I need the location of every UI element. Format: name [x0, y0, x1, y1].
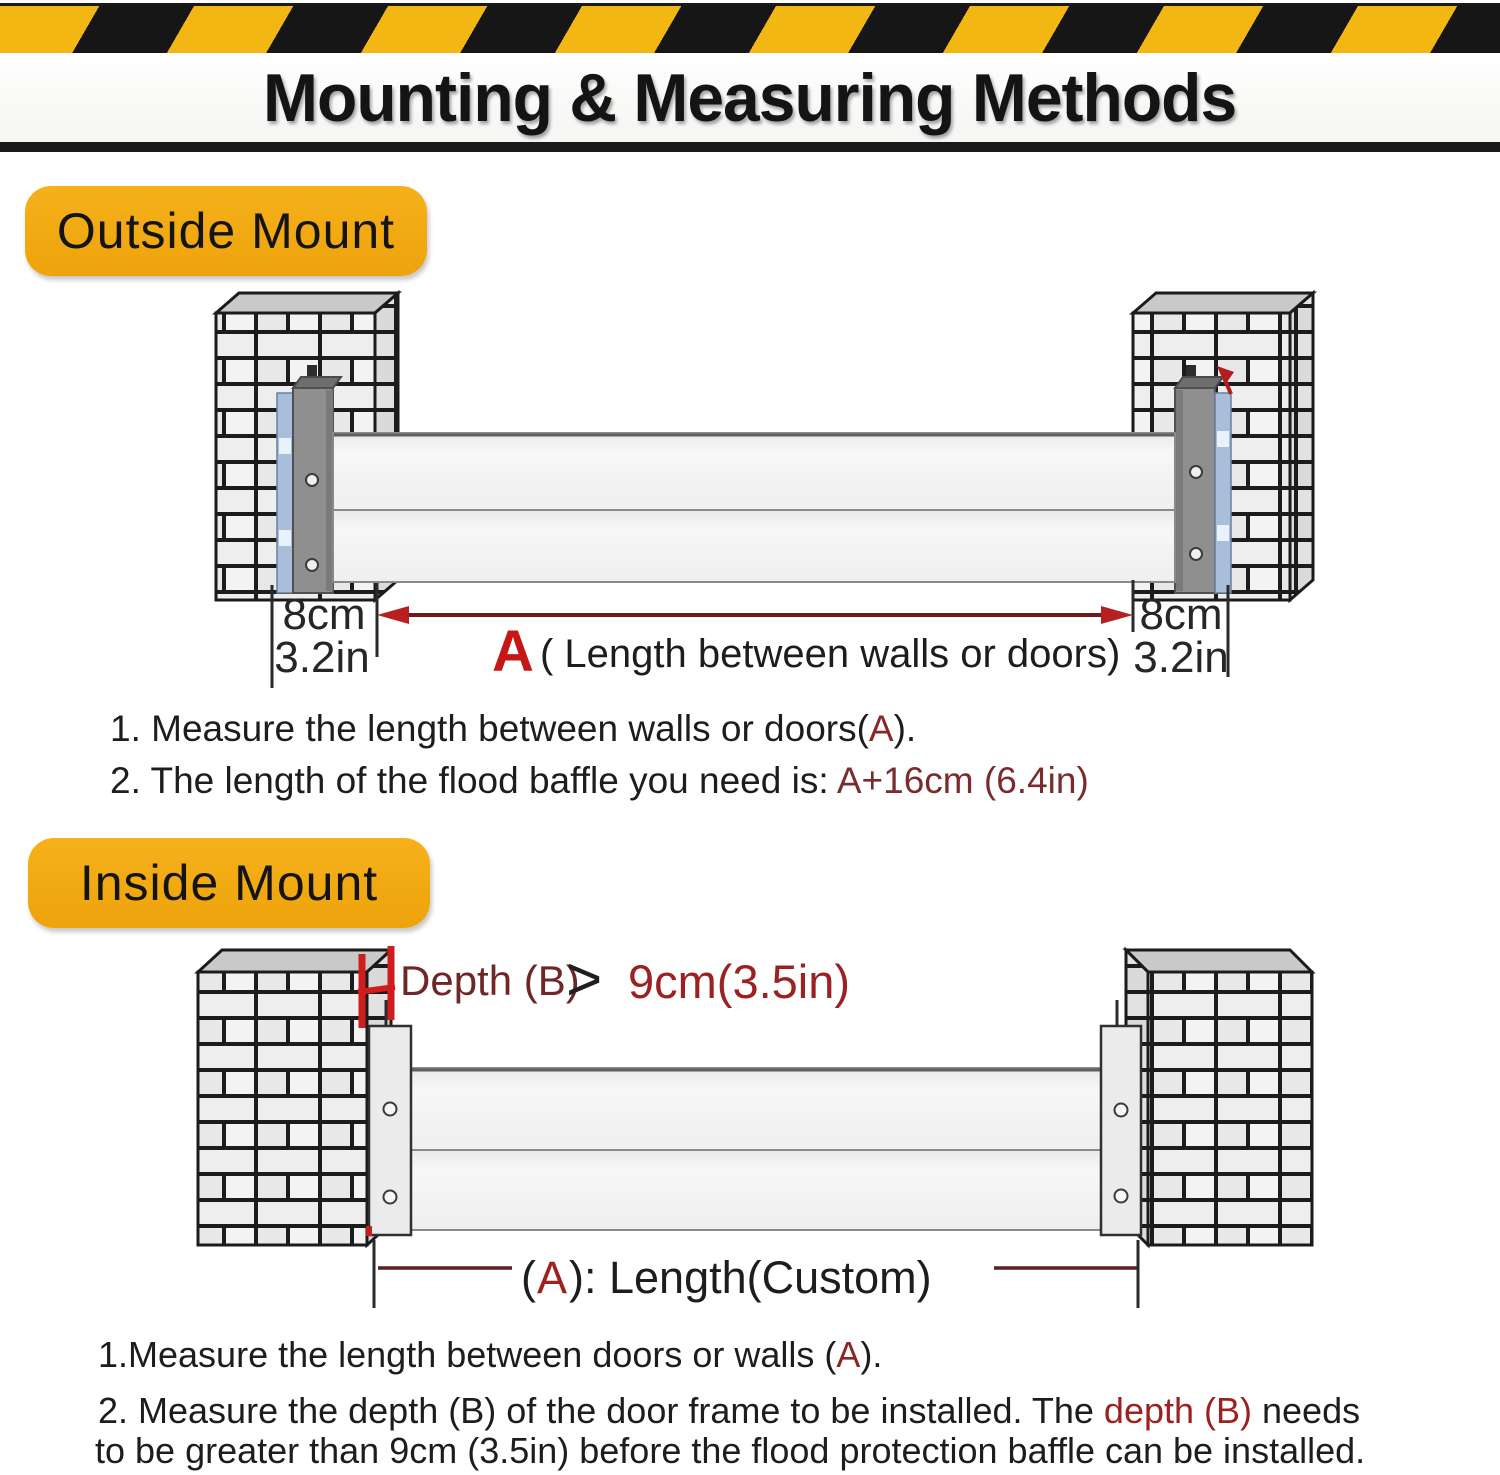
barrier-lower-panel: [411, 1150, 1102, 1230]
pillar-top-face: [1133, 293, 1313, 313]
page-title: Mounting & Measuring Methods: [263, 59, 1237, 136]
outside-step-1-end: ).: [893, 708, 917, 749]
inside-step-2-text: 2. Measure the depth (B) of the door frame to be installed. The: [98, 1390, 1104, 1431]
length-label-open: (: [521, 1252, 536, 1303]
title-band: [0, 53, 1500, 142]
screw-hole: [306, 474, 318, 486]
barrier-upper-panel: [411, 1068, 1102, 1150]
inside-step-1: [98, 1334, 882, 1376]
mount-plate: [1101, 1026, 1141, 1235]
dimension-letter: A: [492, 619, 534, 684]
outside-step-2: [110, 760, 1089, 802]
depth-label: Depth (B): [400, 957, 580, 1004]
channel-shade: [326, 390, 333, 591]
length-label-letter: A: [537, 1252, 568, 1303]
inside-mount-badge: [28, 838, 430, 928]
channel-top-cap: [1175, 377, 1223, 388]
screw-hole: [384, 1103, 397, 1116]
outside-mount-badge-label: Outside Mount: [56, 203, 396, 259]
arrow-head-left: [377, 606, 409, 624]
pillar-front-face: [1148, 972, 1312, 1245]
inside-step-2-line2: [95, 1430, 1365, 1472]
screw-hole: [306, 559, 318, 571]
inside-step-2-line1: [98, 1390, 1360, 1432]
left-gap-inch-label: 3.2in: [274, 633, 370, 682]
outside-mount-diagram: [0, 280, 1500, 710]
right-gap-cm-label: 8cm: [1139, 590, 1223, 639]
depth-value: 9cm(3.5in): [628, 955, 851, 1008]
seal-strip: [277, 393, 293, 593]
inside-mount-diagram: [0, 940, 1500, 1332]
inside-step-1-end: ).: [860, 1334, 883, 1375]
caution-tape-stripe: [0, 3, 1500, 53]
seal-pad: [1217, 431, 1229, 447]
inside-step-1-text: 1.Measure the length between doors or walls (: [98, 1334, 837, 1375]
outside-mount-badge: [25, 186, 427, 276]
pillar-top-face: [1126, 950, 1312, 972]
seal-pad: [1217, 525, 1229, 541]
right-gap-inch-label: 3.2in: [1133, 633, 1229, 682]
flood-barrier: [411, 1068, 1102, 1230]
screw-hole: [1115, 1104, 1128, 1117]
inside-right-pillar: [1126, 950, 1312, 1245]
outside-step-1-text: 1. Measure the length between walls or doors(: [110, 708, 869, 749]
outside-step-1: [110, 708, 916, 750]
inside-mount-badge-label: Inside Mount: [79, 855, 379, 911]
channel-top-cap: [293, 377, 341, 388]
seal-strip: [1215, 393, 1231, 593]
seal-pad: [279, 530, 291, 546]
pillar-top-face: [216, 293, 398, 313]
title-divider: [0, 142, 1500, 152]
seal-mark: [366, 1226, 372, 1236]
outside-step-2-text: 2. The length of the flood baffle you need is:: [110, 760, 837, 801]
length-label-rest: ): Length(Custom): [569, 1252, 932, 1303]
screw-hole: [1190, 466, 1202, 478]
screw-hole: [1115, 1190, 1128, 1203]
greater-than-symbol: >: [566, 945, 603, 1014]
inside-step-2-end: needs: [1252, 1390, 1361, 1431]
arrow-head-right: [1101, 606, 1133, 624]
inside-step-2-accent: depth (B): [1103, 1390, 1252, 1431]
depth-annotation: [400, 945, 850, 1014]
outside-dimensions: [272, 580, 1229, 688]
outside-step-2-accent: A+16cm (6.4in): [836, 760, 1089, 801]
pillar-side-face: [1290, 293, 1313, 600]
inside-step-2-line2-text: to be greater than 9cm (3.5in) before the flood protection baffle can be installed.: [95, 1430, 1366, 1471]
inside-dimensions: [374, 1240, 1138, 1308]
dimension-label: ( Length between walls or doors): [540, 632, 1121, 676]
barrier-lower-panel: [333, 510, 1175, 582]
outside-step-1-letter: A: [868, 708, 894, 749]
channel-shade: [1176, 390, 1183, 591]
barrier-upper-panel: [333, 433, 1175, 510]
left-mount-plate: [366, 1000, 411, 1236]
seal-pad: [279, 438, 291, 454]
inside-step-1-letter: A: [836, 1334, 861, 1375]
right-mount-plate: [1101, 1000, 1141, 1235]
pillar-front-face: [198, 972, 367, 1245]
screw-hole: [1190, 548, 1202, 560]
flood-barrier: [333, 433, 1175, 582]
left-gap-cm-label: 8cm: [282, 590, 366, 639]
screw-hole: [384, 1191, 397, 1204]
